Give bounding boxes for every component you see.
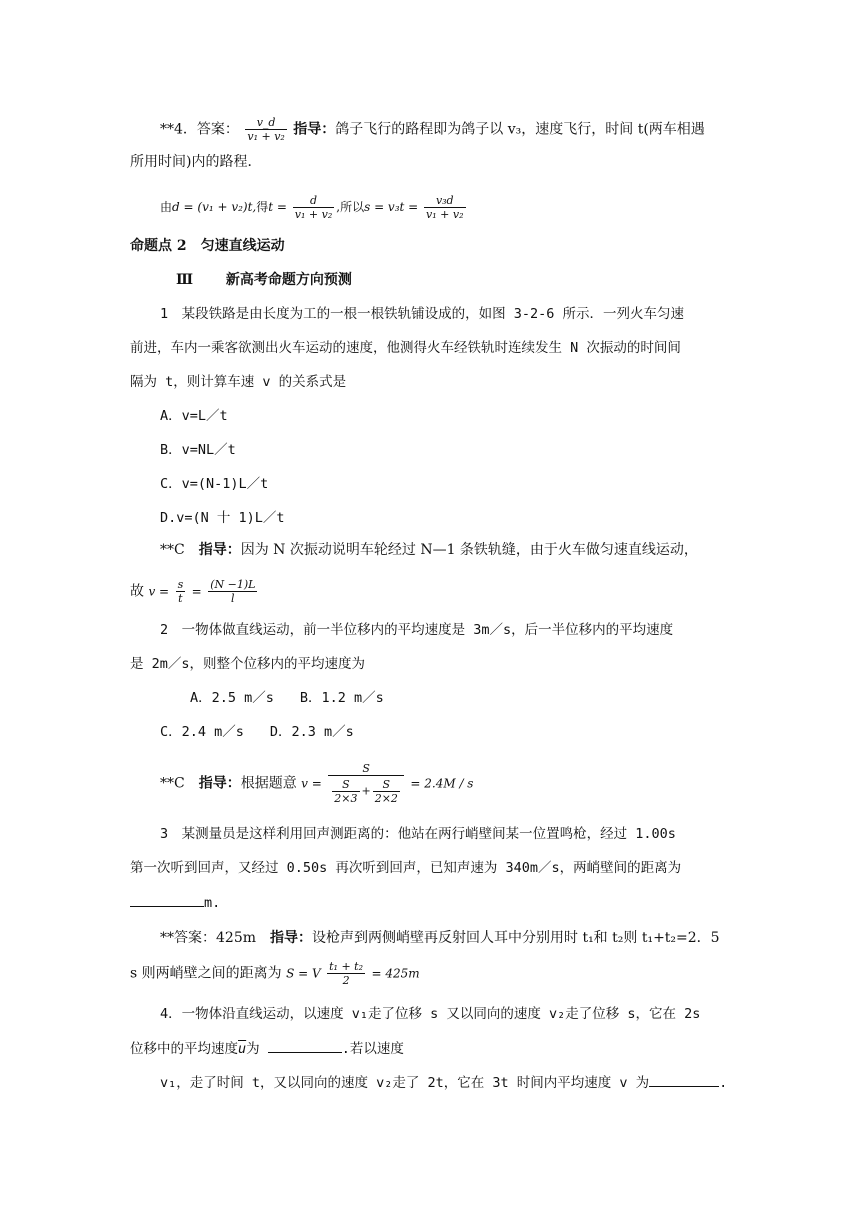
q3-line5 [130,960,420,987]
q3-result: = 425m [371,966,420,981]
q4-guide-label: 指导： [293,121,336,138]
q2-big-frac [328,762,404,805]
q2-big-frac-den [328,775,404,805]
q1-guide-label: 指导： [198,542,241,558]
q2-option-a: A．2.5 m／s [190,690,274,706]
q1-option-c: C．v=(N-1)L／t [160,476,269,492]
q1-frac1-num: s [177,578,184,591]
q1-line2: 前进，车内一乘客欲测出火车运动的速度，他测得火车经铁轨时连续发生 N 次振动的时间间 [130,340,681,356]
deriv-frac2-num: v₃d [435,194,454,207]
q4-answer-prefix: **4．答案： [160,121,239,138]
q4-blank2[interactable] [649,1072,719,1087]
deriv-frac2-den: v₁ + v₂ [426,208,464,221]
q2-line1: 2 一物体做直线运动，前一半位移内的平均速度是 3m／s，后一半位移内的平均速度 [160,622,674,638]
q2-sub-frac1 [332,778,359,805]
q3-answer-line [160,928,720,948]
deriv-p3: 得 [256,200,269,214]
q2-sub-frac1-den: 2×3 [334,792,358,805]
q1-formula-v: v = [148,584,170,599]
q4-guide-text2: 所用时间)内的路程． [130,154,262,170]
q1-answer-line [160,540,698,560]
deriv-frac1-den: v₁ + v₂ [294,208,333,221]
q1-frac2-num: (N −1)L [210,578,256,591]
q3-answer-prefix: **答案：425m [160,930,270,946]
q1-option-b: B．v=NL／t [160,442,236,458]
q2-result: = 2.4M / s [410,776,474,791]
q4-line1: 4．一物体沿直线运动，以速度 v₁走了位移 s 又以同向的速度 v₂走了位移 s，它在 2s [160,1006,701,1022]
q1-line1: 1 某段铁路是由长度为工的一根一根铁轨铺设成的，如图 3-2-6 所示．一列火车匀速 [160,306,685,322]
q1-frac2-den: l [208,591,257,605]
q4-blank1[interactable] [268,1038,342,1053]
q4-u-bar: $\overline{u}$ [238,1041,247,1057]
q2-guide-text: 根据题意 [240,775,297,792]
q2-big-frac-num: S [362,762,370,775]
q4-derivation [160,194,468,221]
q4-answer-fraction [245,116,286,143]
q4-line2-c: .若以速度 [341,1041,404,1057]
q1-answer-prefix: **C [160,542,199,558]
q3-guide-label: 指导： [270,930,312,946]
deriv-frac2 [424,194,465,221]
q3-formula-s: S = V [286,966,321,981]
q2-option-b: B．1.2 m／s [299,690,384,706]
deriv-frac1 [293,194,334,221]
q2-options-row2 [160,722,354,742]
q2-line2: 是 2m／s，则整个位移内的平均速度为 [130,656,366,672]
q3-frac-den: 2 [327,973,365,987]
q1-eq: = [191,584,202,599]
q2-sub-frac2-den: 2×2 [374,792,398,805]
q1-guide-text: 因为 N 次振动说明车轮经过 N—1 条铁轨缝，由于火车做匀速直线运动， [240,542,698,558]
deriv-p2: d = (v₁ + v₂)t, [172,200,257,214]
q1-frac1 [176,578,186,605]
q2-plus: + [361,784,371,798]
q2-option-d: D．2.3 m／s [269,724,354,740]
deriv-p6: s = v₃t = [364,200,419,214]
q3-line3-suffix: m. [204,895,221,911]
section-title: 命题点 2 匀速直线运动 [130,238,285,254]
q4-answer-frac-den: v₁ + v₂ [247,130,285,143]
q3-line2: 第一次听到回声，又经过 0.50s 再次听到回声，已知声速为 340m／s，两峭壁间的距离为 [130,860,682,876]
q3-frac-num: t₁ + t₂ [329,960,363,973]
deriv-frac1-num: d [310,194,318,207]
q2-option-c: C．2.4 m／s [160,724,244,740]
q4-line3-end: . [719,1075,728,1091]
q4-line2 [130,1038,404,1059]
q2-sub-frac1-num: S [342,778,350,791]
q3-line1: 3 某测量员是这样利用回声测距离的：他站在两行峭壁间某一位置鸣枪，经过 1.00s [160,826,676,842]
q1-option-d: D.v=(N 十 1)L／t [160,510,285,526]
q1-formula-prefix: 故 [130,583,144,600]
q1-frac2 [208,578,257,605]
q2-formula-v: v = [301,776,322,791]
q4-line2-b: 为 [246,1041,260,1057]
q1-line3: 隔为 t，则计算车速 v 的关系式是 [130,374,347,390]
q2-answer-line [160,762,473,805]
q1-frac1-den: t [176,591,186,605]
deriv-p1: 由 [160,200,173,214]
q1-option-a: A．v=L／t [160,408,228,424]
q3-line5-prefix: s 则两峭壁之间的距离为 [130,965,282,982]
subsection-title: Ⅲ 新高考命题方向预测 [176,272,352,288]
q4-line2-a: 位移中的平均速度 [130,1041,238,1057]
q4-guide-text: 鸽子飞行的路程即为鸽子以 v₃，速度飞行，时间 t(两车相遇 [335,121,705,138]
q1-formula [130,578,259,605]
q3-line3 [130,892,220,913]
q4-answer-frac-num: v_d [256,116,276,129]
q4-answer-line [160,116,705,143]
q2-guide-label: 指导： [198,775,241,792]
q3-guide-text: 设枪声到两侧峭壁再反射回人耳中分别用时 t₁和 t₂则 t₁+t₂=2．5 [312,930,720,946]
q2-sub-frac2 [373,778,400,805]
q3-blank[interactable] [130,892,204,907]
q3-frac [327,960,365,987]
q4-line3-a: v₁，走了时间 t，又以同向的速度 v₂走了 2t，它在 3t 时间内平均速度 v 为 [160,1075,650,1091]
q2-answer-prefix: **C [160,775,199,792]
deriv-p4: t = [268,200,287,214]
deriv-p5: ,所以 [336,200,365,214]
q2-sub-frac2-num: S [382,778,391,791]
q2-options-row1 [190,688,384,708]
q4-line3 [160,1072,727,1093]
